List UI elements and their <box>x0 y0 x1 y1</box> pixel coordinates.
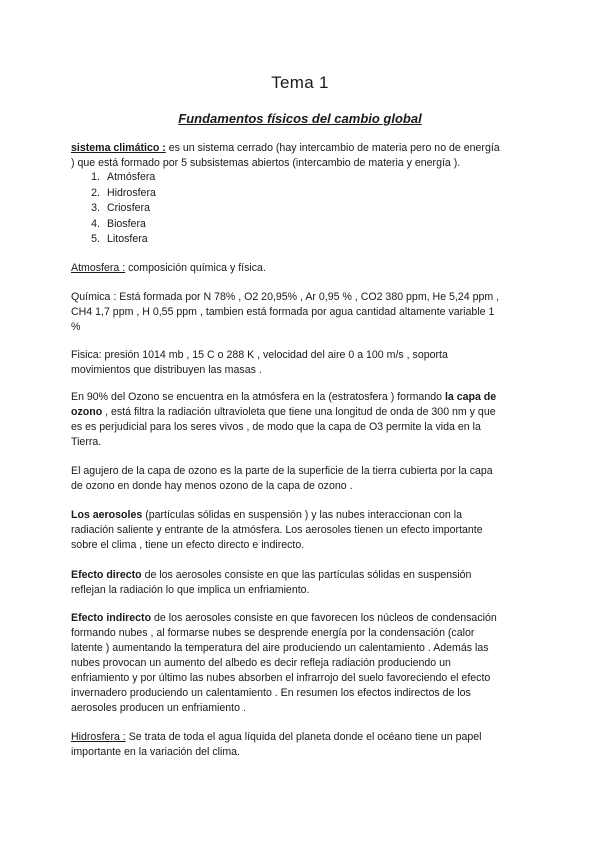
term-atmosfera: Atmosfera : <box>71 262 126 274</box>
term-aerosoles: Los aerosoles <box>71 509 143 521</box>
term-sistema-climatico: sistema climático : <box>71 142 166 154</box>
paragraph-agujero-ozono <box>71 464 541 494</box>
paragraph-atmosfera: Atmosfera : composición química y física. <box>71 262 266 274</box>
text-line: enfriamiento y por último las nubes absorben el infrarrojo del suelo favoreciendo el efecto <box>71 672 491 684</box>
paragraph-fisica <box>71 348 541 378</box>
list-item: 3. Criosfera <box>91 202 150 214</box>
term-efecto-indirecto: Efecto indirecto <box>71 612 152 624</box>
text-line: reflejan la radiación lo que implica un enfriamiento. <box>71 584 310 596</box>
list-item: 2. Hidrosfera <box>91 186 156 199</box>
text-line: formando nubes , al formarse nubes se desprende energía por la condensación (calor <box>71 627 475 639</box>
text-line: importante en la variación del clima. <box>71 746 240 758</box>
paragraph-hidrosfera: Hidrosfera : Se trata de toda el agua líquida del planeta donde el océano tiene un papel importante en la variación del clima. <box>71 730 541 760</box>
paragraph-ozono: En 90% del Ozono se encuentra en la atmósfera en la (estratosfera ) formando la capa de ozono , está filtra la radiación ultravioleta que tiene una longitud de onda de 300 nm y que es es perjudicial para los seres vivos , de modo que la capa de O3 permite la vida en la Tierra. <box>71 390 541 450</box>
text-line: movimientos que distribuyen las masas . <box>71 364 262 376</box>
term-hidrosfera: Hidrosfera : <box>71 731 126 743</box>
list-item: 1. Atmósfera <box>91 171 156 183</box>
term-efecto-directo: Efecto directo <box>71 569 142 581</box>
paragraph-sistema-climatico <box>71 141 541 171</box>
text-line: nubes provocan un aumento del albedo es decir refleja radiación produciendo un <box>71 657 451 669</box>
paragraph-efecto-indirecto: Efecto indirecto de los aerosoles consiste en que favorecen los núcleos de condensación formando nubes , al formarse nubes se desprende energía por la condensación (calor latente ) aumentando la temperatura del aire produciendo un calentamiento . Además las nubes provocan un aumento del albedo es decir refleja radiación produciendo un enfriamiento y por último las nubes absorben el infrarrojo del suelo favoreciendo el efecto invernadero produciendo un calentamiento . En resumen los efectos indirectos de los aerosoles producen un enfriamiento . <box>71 611 541 716</box>
text-line: es un sistema cerrado (hay intercambio de materia pero no de energía <box>165 142 500 154</box>
text-line: CH4 1,7 ppm , H 0,55 ppm , tambien está formada por agua cantidad altamente variable 1 <box>71 306 495 318</box>
list-item: 4. Biosfera <box>91 217 146 230</box>
text-line: ) que está formado por 5 subsistemas abiertos (intercambio de materia y energía ). <box>71 157 461 169</box>
page-subtitle: Fundamentos físicos del cambio global <box>178 111 422 126</box>
list-item: 5. Litosfera <box>91 233 148 245</box>
term-capa-de-ozono: la capa de <box>444 391 497 403</box>
paragraph-quimica <box>71 290 541 335</box>
text-line: aerosoles producen un enfriamiento . <box>71 702 246 714</box>
page-title: Tema 1 <box>271 73 329 92</box>
paragraph-aerosoles: Los aerosoles (partículas sólidas en suspensión ) y las nubes interaccionan con la radiación saliente y entrante de la atmósfera. Los aerosoles tienen un efecto importante sobre el clima , tiene un efecto directo e indirecto. <box>71 508 541 553</box>
text-line: radiación saliente y entrante de la atmósfera. Los aerosoles tienen un efecto importante <box>71 524 483 536</box>
text-line: sobre el clima , tiene un efecto directo e indirecto. <box>71 539 305 551</box>
text-line: de ozono en donde hay menos ozono de la capa de ozono . <box>71 480 353 492</box>
text-line: invernadero produciendo un calentamiento . En resumen los efectos indirectos de los <box>71 687 471 699</box>
text-line: % <box>71 321 81 333</box>
text-line: Tierra. <box>71 436 102 448</box>
text-line: Fisica: presión 1014 mb , 15 C o 288 K , velocidad del aire 0 a 100 m/s , soporta <box>71 349 448 361</box>
text-line: Química : Está formada por N 78% , O2 20,95% , Ar 0,95 % , CO2 380 ppm, He 5,24 ppm , <box>71 291 500 303</box>
paragraph-efecto-directo: Efecto directo de los aerosoles consiste en que las partículas sólidas en suspensión reflejan la radiación lo que implica un enfriamiento. <box>71 568 541 598</box>
subsystems-list <box>71 170 156 248</box>
text-line: latente ) aumentando la temperatura del aire produciendo un calentamiento . Además las <box>71 642 489 654</box>
text-line: El agujero de la capa de ozono es la parte de la superficie de la tierra cubierta por la capa <box>71 465 493 477</box>
text-line: es es perjudicial para los seres vivos , de modo que la capa de O3 permite la vida en la <box>71 421 481 433</box>
